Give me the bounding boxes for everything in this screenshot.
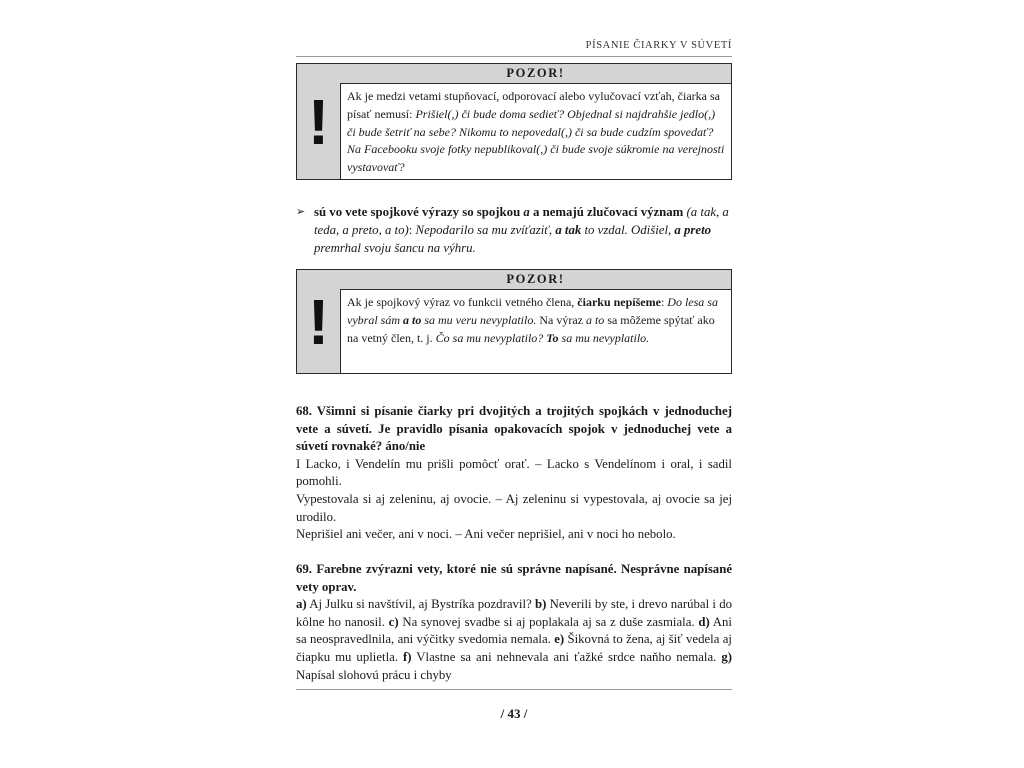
exercise-68 (296, 403, 732, 544)
page-number: / 43 / (500, 706, 528, 721)
exercise-heading: 68. Všimni si písanie čiarky pri dvojitých a trojitých spojkách v jednoduchej vete a súvetí. Je pravidlo písania opakovacích spojok v jednoduchej vete a súvetí rovnaké? áno/nie (296, 404, 732, 454)
arrow-bullet-icon: ➢ (296, 205, 306, 218)
warning-text: Ak je spojkový výraz vo funkcii vetného člena, čiarku nepíšeme: Do lesa sa vybral sám a to sa mu veru nevyplatilo. Na výraz a to sa môžeme spýtať ako na vetný člen, t. j. Čo sa mu nevyplatilo? To sa mu nevyplatilo. (347, 295, 718, 345)
exercise-items: a) Aj Julku si navštívil, aj Bystríka pozdravil? b) Neverili by ste, i drevo narúbal i do kôlne ho nanosil. c) Na synovej svadbe si aj poplakala aj sa z duše zasmiala. d) Ani sa neospravedlnila, ani výčitky svedomia nemala. e) Šikovná to žena, aj šiť vedela aj čiapku mu uplietla. f) Vlastne sa ani nehnevala ani ťažké srdce naňho nemala. g) Napísal slohovú prácu i chyby (296, 597, 733, 682)
warning-title: POZOR! (340, 270, 731, 290)
exclamation-icon: ! (297, 64, 341, 179)
warning-box-1 (296, 63, 732, 180)
header-rule (296, 56, 732, 57)
warning-text: Ak je medzi vetami stupňovací, odporovací alebo vylučovací vzťah, čiarka sa písať nemusí: Prišiel(,) či bude doma sedieť? Objednal si najdrahšie jedlo(,) či bude šetriť na sebe? Nikomu to nepovedal(,) či sa bude cudzím spovedať? Na Facebooku svoje fotky nepublikoval(,) či bude svoje súkromie na verejnosti vystavovať? (347, 89, 725, 175)
rule-bullet: ➢ sú vo vete spojkové výrazy so spojkou a a nemajú zlučovací význam (a tak, a teda, a preto, a to): Nepodarilo sa mu zvíťaziť, a tak to vzdal. Odišiel, a preto premrhal svoju šancu na výhru. (296, 205, 729, 255)
exercise-line: Neprišiel ani večer, ani v noci. – Ani večer neprišiel, ani v noci ho nebolo. (296, 527, 676, 542)
warning-title: POZOR! (340, 64, 731, 84)
warning-box-2 (296, 269, 732, 374)
exercise-line: I Lacko, i Vendelín mu prišli pomôcť orať. – Lacko s Vendelínom i oral, i sadil pomohli. (296, 456, 732, 489)
exercise-heading: 69. Farebne zvýrazni vety, ktoré nie sú správne napísané. Nesprávne napísané vety oprav. (296, 562, 732, 594)
running-head: PÍSANIE ČIARKY V SÚVETÍ (585, 40, 732, 51)
exercise-69 (296, 561, 732, 684)
exercise-line: Vypestovala si aj zeleninu, aj ovocie. – Aj zeleninu si vypestovala, aj ovocie sa jej urodilo. (296, 491, 732, 524)
exclamation-icon: ! (297, 270, 341, 373)
footer-rule (296, 689, 732, 690)
